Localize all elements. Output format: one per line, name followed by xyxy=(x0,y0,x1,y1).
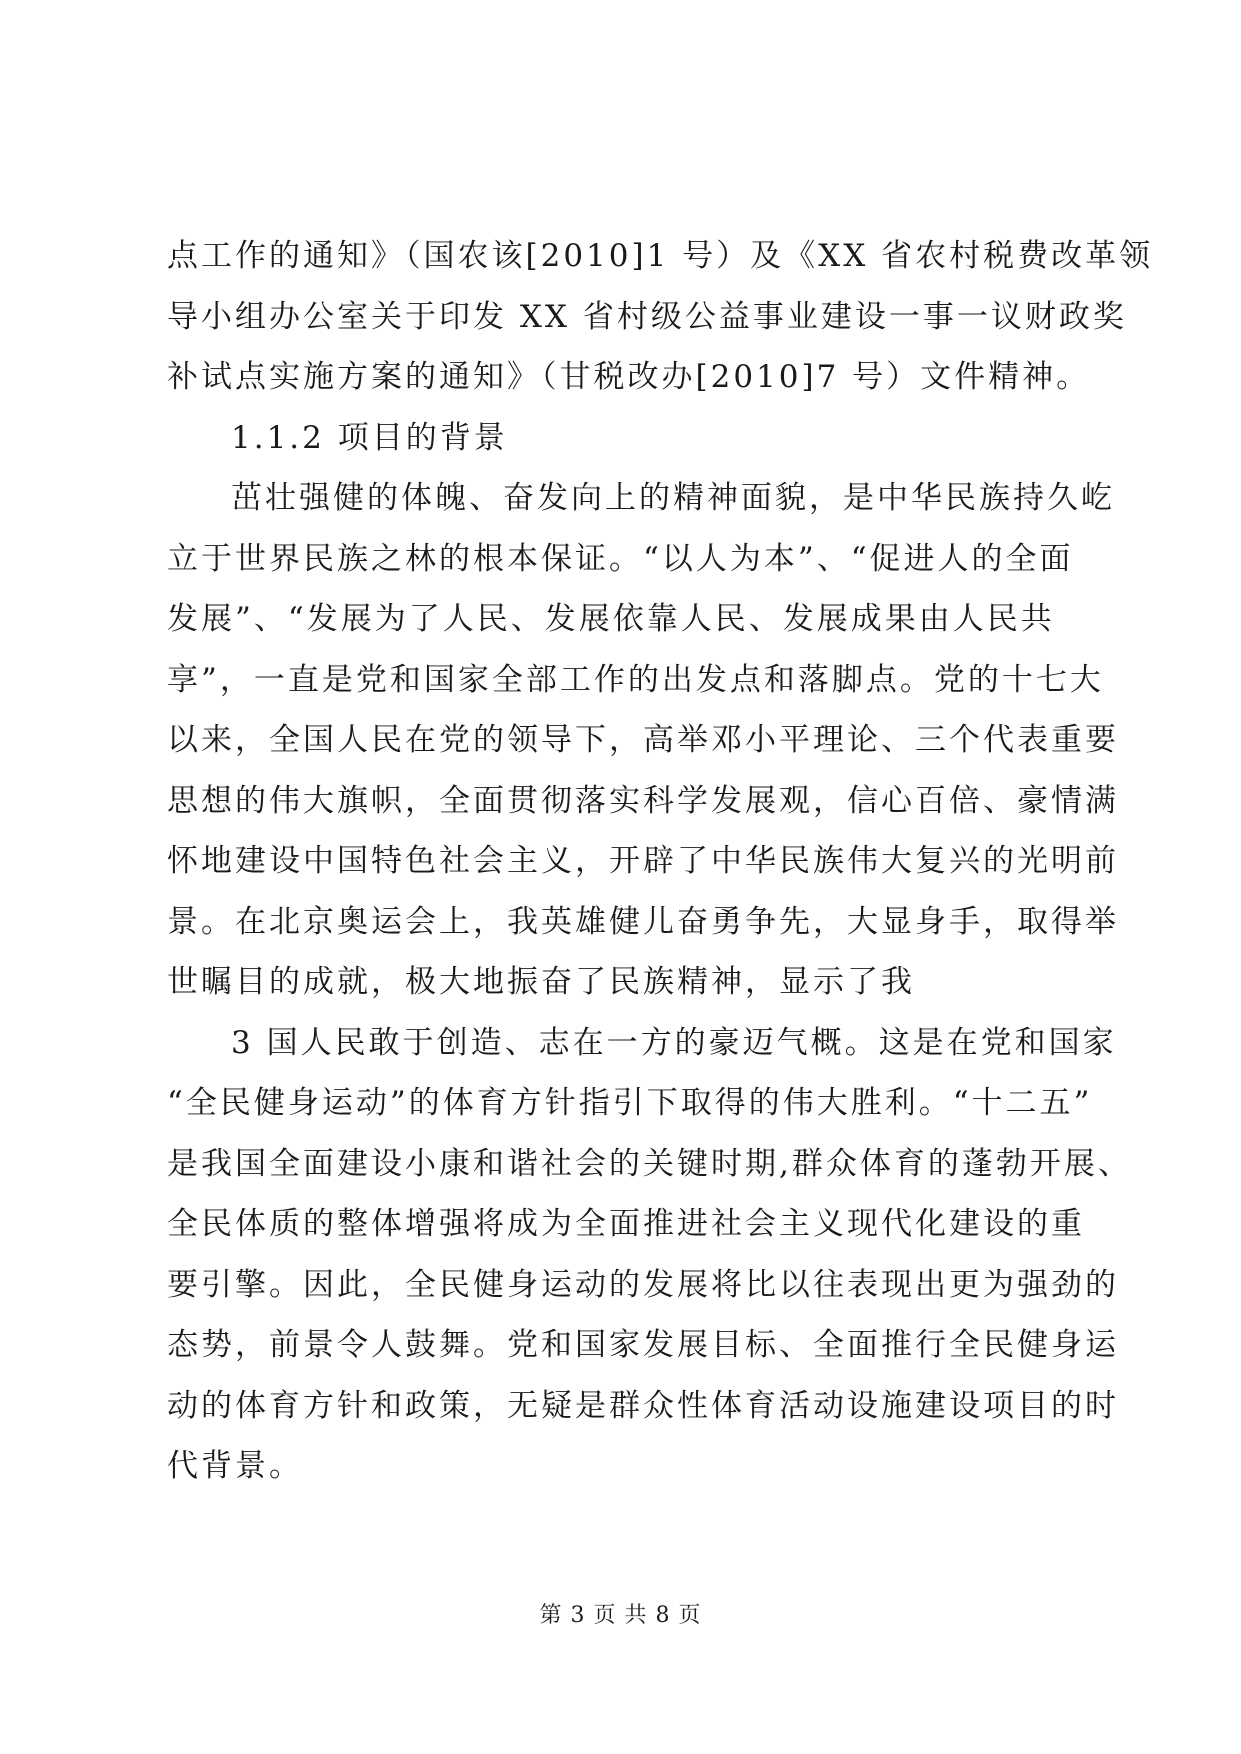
section-heading: 1.1.2 项目的背景 xyxy=(231,419,508,456)
text-line: 态势，前景令人鼓舞。党和国家发展目标、全面推行全民健身运 xyxy=(167,1327,1119,1363)
text-line: 世瞩目的成就，极大地振奋了民族精神，显示了我 xyxy=(167,964,915,1000)
text-line: 立于世界民族之林的根本保证。“以人为本”、“促进人的全面 xyxy=(167,540,1074,577)
text-line: 代背景。 xyxy=(167,1448,303,1484)
text-line: 补试点实施方案的通知》（甘税改办[2010]7 号）文件精神。 xyxy=(167,359,1091,395)
text-line: 以来，全国人民在党的领导下，高举邓小平理论、三个代表重要 xyxy=(167,722,1119,758)
text-line: 全民体质的整体增强将成为全面推进社会主义现代化建设的重 xyxy=(167,1206,1085,1242)
text-line: “全民健身运动”的体育方针指引下取得的伟大胜利。“十二五” xyxy=(167,1085,1093,1121)
page-number-footer: 第 3 页 共 8 页 xyxy=(539,1603,702,1628)
text-line: 要引擎。因此，全民健身运动的发展将比以往表现出更为强劲的 xyxy=(167,1266,1119,1303)
document-body xyxy=(167,226,1154,1497)
text-line: 景。在北京奥运会上，我英雄健儿奋勇争先，大显身手，取得举 xyxy=(167,903,1119,940)
text-line: 动的体育方针和政策，无疑是群众性体育活动设施建设项目的时 xyxy=(167,1387,1119,1424)
text-line: 导小组办公室关于印发 XX 省村级公益事业建设一事一议财政奖 xyxy=(167,298,1127,335)
text-line: 发展”、“发展为了人民、发展依靠人民、发展成果由人民共 xyxy=(167,601,1055,637)
text-line: 享”，一直是党和国家全部工作的出发点和落脚点。党的十七大 xyxy=(167,661,1104,698)
text-line: 3 国人民敢于创造、志在一方的豪迈气概。这是在党和国家 xyxy=(231,1024,1117,1061)
text-line: 思想的伟大旗帜，全面贯彻落实科学发展观，信心百倍、豪情满 xyxy=(167,782,1119,819)
text-line: 怀地建设中国特色社会主义，开辟了中华民族伟大复兴的光明前 xyxy=(167,843,1119,879)
text-line: 茁壮强健的体魄、奋发向上的精神面貌，是中华民族持久屹 xyxy=(231,480,1115,516)
text-line: 是我国全面建设小康和谐社会的关键时期,群众体育的蓬勃开展、 xyxy=(167,1145,1132,1182)
text-line: 点工作的通知》（国农该[2010]1 号）及《XX 省农村税费改革领 xyxy=(167,238,1154,274)
